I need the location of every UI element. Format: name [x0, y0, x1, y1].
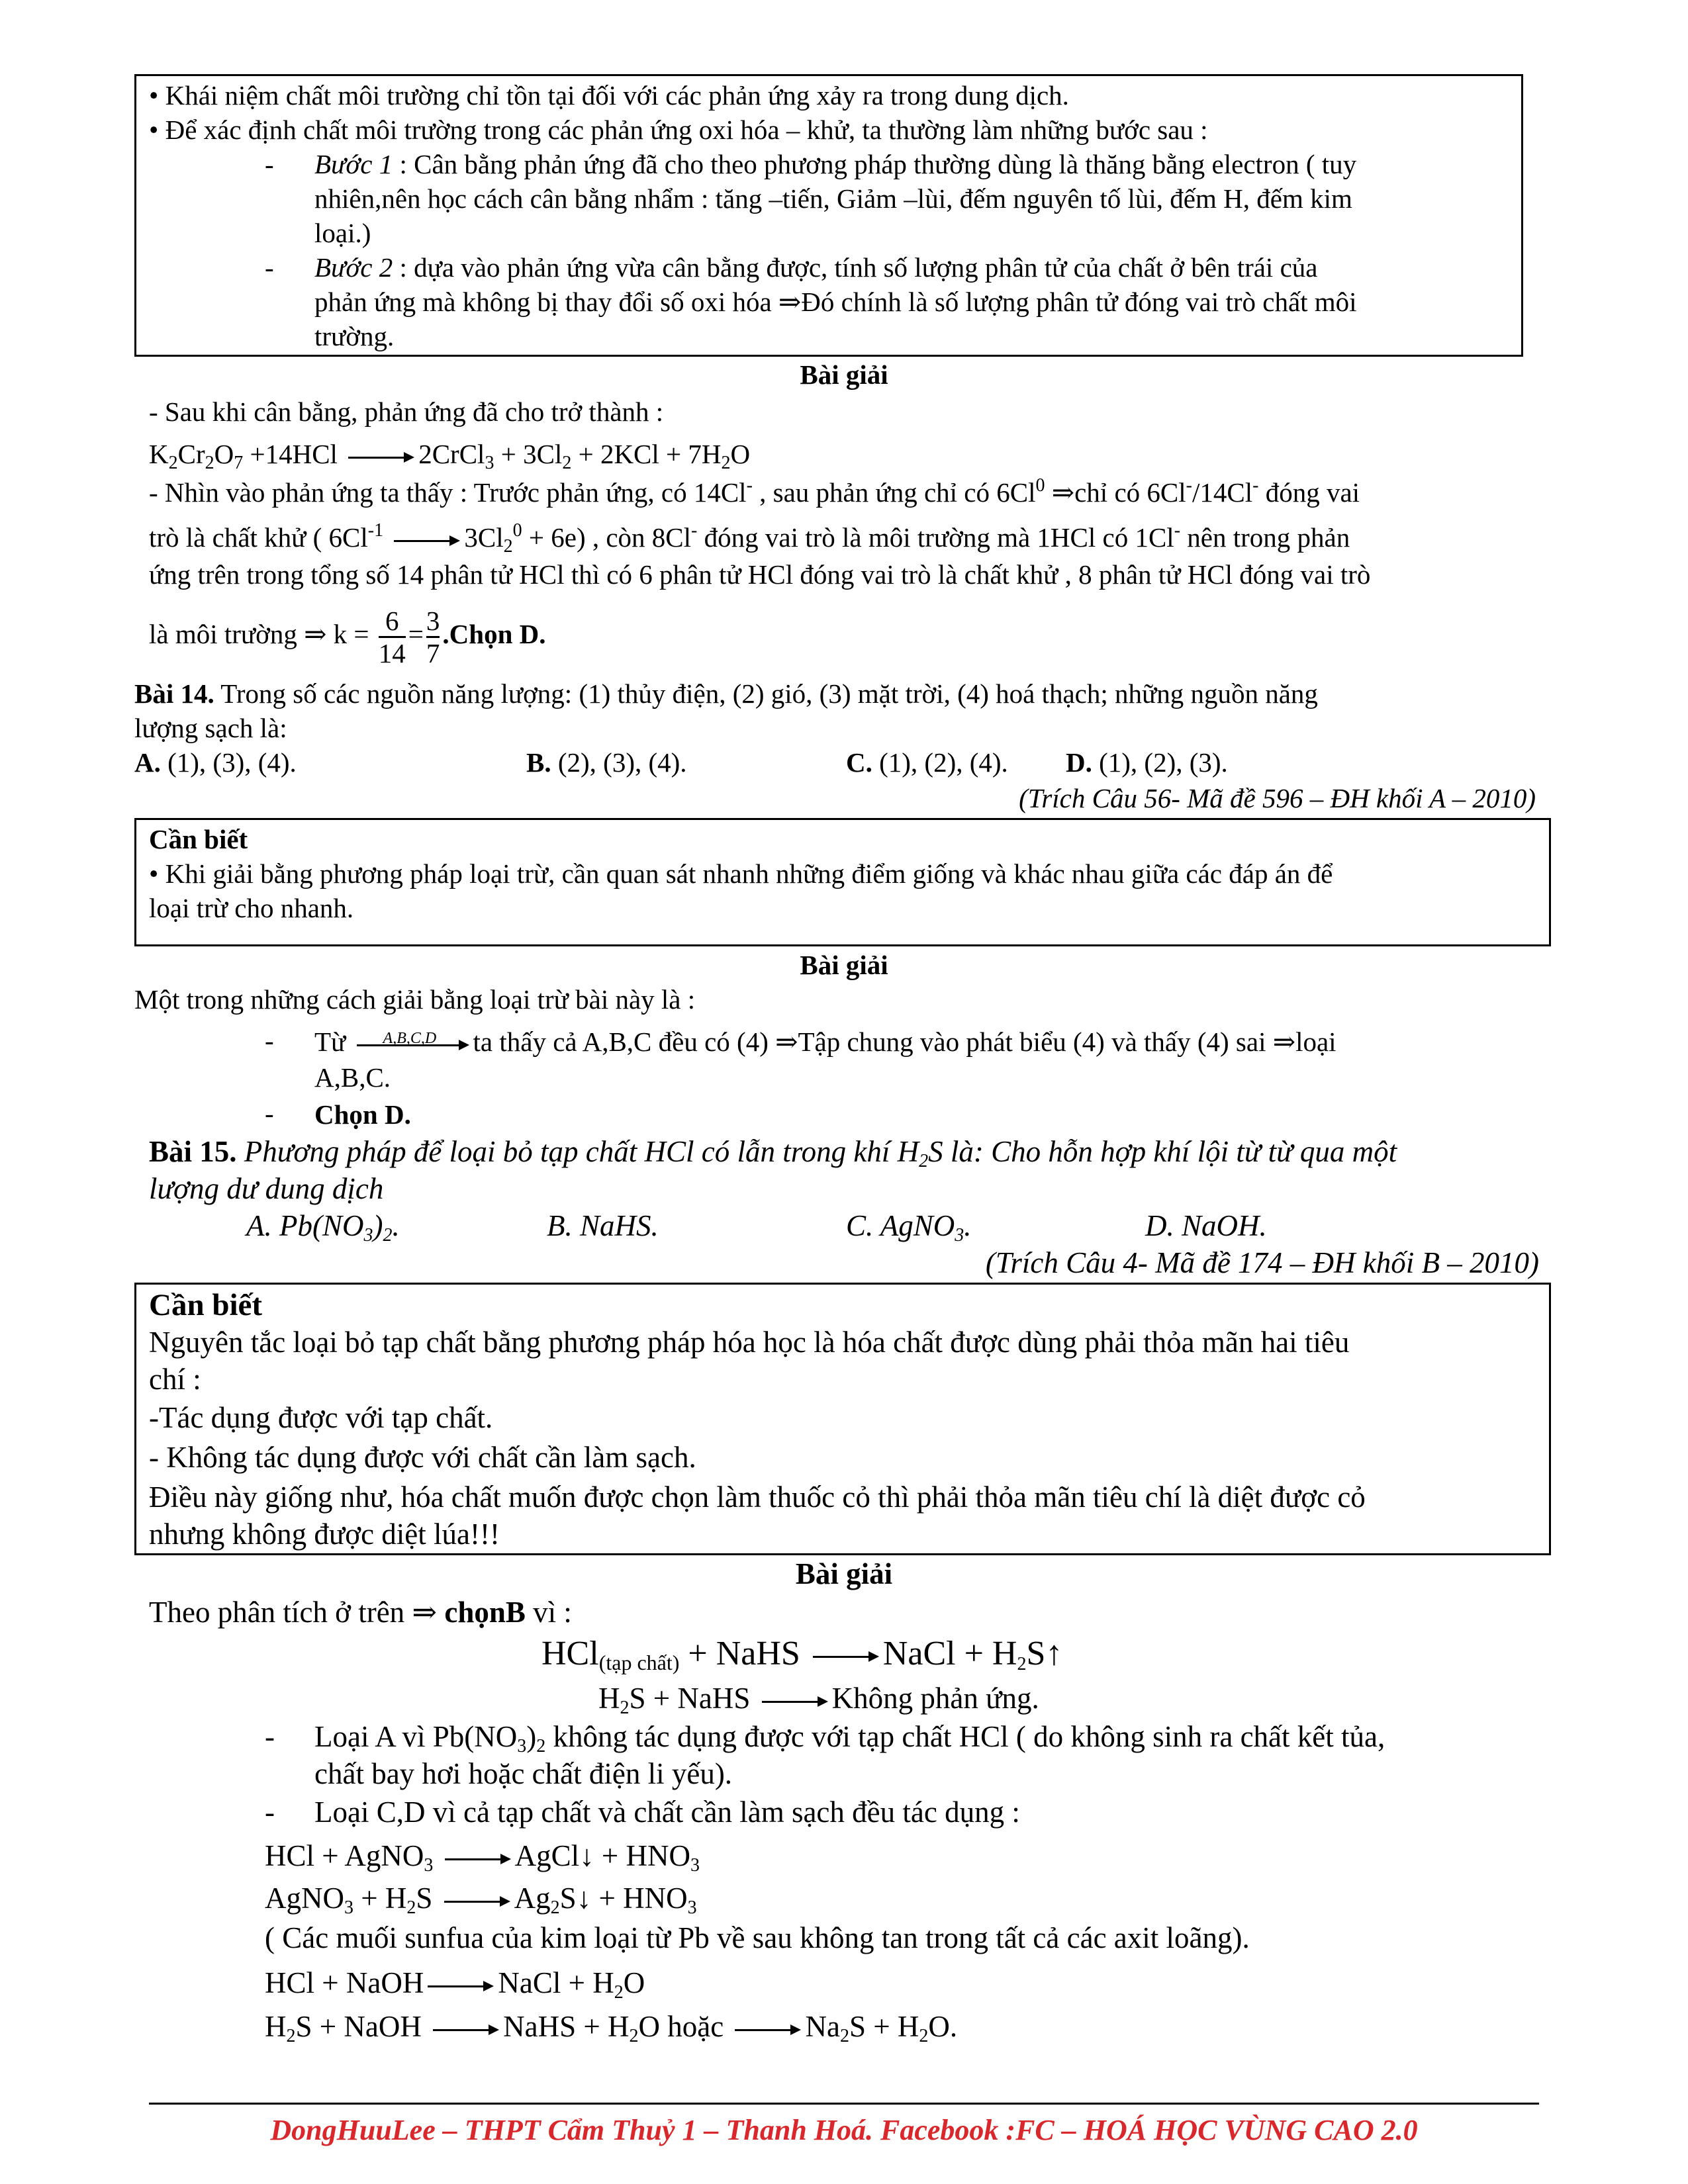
q15-option-d: D. NaOH.: [1145, 1209, 1267, 1242]
sol15-eq-h2s-naoh: $H_2S$ + NaOH NaHS + $H_2O$ hoặc $Na_2S + H_2O$.: [265, 2010, 958, 2046]
q14-option-a: A. (1), (3), (4).: [134, 747, 297, 778]
box1-step2-line-b: phản ứng mà không bị thay đổi số oxi hóa ⇒Đó chính là số lượng phân tử đóng vai trò chất môi: [314, 287, 1357, 317]
q15-option-b: B. NaHS.: [547, 1209, 659, 1242]
box3-line-2: chí :: [149, 1363, 201, 1396]
fraction-6-14: $\frac{6}{14}$: [378, 606, 406, 669]
box1-step2-line-c: trường.: [314, 321, 395, 351]
footer-rule: [149, 2103, 1539, 2105]
sol13-equation: $K_2Cr_2O_7 +14HCl$ 2CrCl$_3$ + $3Cl_2 + 2KCl + 7H_2O$: [149, 439, 751, 473]
sol15-reason-1b: chất bay hơi hoặc chất điện li yếu).: [314, 1757, 733, 1790]
sol15-equation-1: HCl$_{(tạp chất)}$ + NaHS NaCl + $H_2S↑$: [541, 1635, 1063, 1674]
box3-line-3: -Tác dụng được với tạp chất.: [149, 1401, 493, 1434]
q15-line-1: Bài 15. Phương pháp để loại bỏ tạp chất HCl có lẫn trong khí $H_2S$ là: Cho hỗn hợp khí lội từ từ qua một: [149, 1135, 1397, 1171]
solution-title: Bài giải: [800, 359, 888, 390]
box3-line-6: nhưng không được diệt lúa!!!: [149, 1518, 500, 1551]
footer-text: DongHuuLee – THPT Cẩm Thuỷ 1 – Thanh Hoá. Facebook :FC – HOÁ HỌC VÙNG CAO 2.0: [270, 2114, 1418, 2146]
q15-source: (Trích Câu 4- Mã đề 174 – ĐH khối B – 2010): [985, 1246, 1539, 1279]
q15-option-c: C. AgNO$_3$.: [846, 1209, 972, 1246]
q14-option-b: B. (2), (3), (4).: [526, 747, 687, 778]
sol13-line-5: là môi trường ⇒ k = $\frac{6}{14}$ = $\frac{3}{7}$ .Chọn D.: [149, 606, 546, 669]
q14-option-c: C. (1), (2), (4).: [846, 747, 1008, 778]
q15-option-a: A. $Pb(NO_3)_2$.: [246, 1209, 400, 1246]
sol14-line-2: Từ A,B,C,D ta thấy cả A,B,C đều có (4) ⇒Tập chung vào phát biểu (4) và thấy (4) sai ⇒loại: [314, 1026, 1336, 1057]
q14-option-d: D. (1), (2), (3).: [1066, 747, 1228, 778]
sol14-line-3: A,B,C.: [314, 1062, 391, 1093]
sol13-line-2: - Nhìn vào phản ứng ta thấy : Trước phản ứng, có 14Cl- , sau phản ứng chỉ có 6Cl$^0$ ⇒chỉ có 6Cl-/14Cl- đóng vai: [149, 475, 1360, 508]
sol13-line-3: trò là chất khử ( $6Cl^{-1}$ $3Cl_2^0 + 6e$) , còn 8Cl- đóng vai trò là môi trường mà 1HCl có 1Cl- nên trong phản: [149, 520, 1350, 557]
box1-step2-line-a: [314, 250, 1317, 285]
sol15-eq-h2s: AgNO$_3$ + $H_2S$ $Ag_2S↓ + HNO_3$: [265, 1882, 697, 1918]
solution-title: Bài giải: [795, 1557, 893, 1590]
box1-line-1: • Khái niệm chất môi trường chỉ tồn tại đối với các phản ứng xảy ra trong dung dịch.: [149, 80, 1069, 111]
bullet-dash: -: [265, 1098, 274, 1128]
box2-line-1: • Khi giải bằng phương pháp loại trừ, cần quan sát nhanh những điểm giống và khác nhau giữa các đáp án để: [149, 858, 1333, 889]
sol14-line-1: Một trong những cách giải bằng loại trừ bài này là :: [134, 984, 696, 1015]
step1-label: Bước 1: [314, 149, 393, 179]
box1-step1-line-b: nhiên,nên học cách cân bằng nhẩm : tăng –tiến, Giảm –lùi, đếm nguyên tố lùi, đếm H, đếm kim: [314, 183, 1352, 214]
box3-line-5: Điều này giống như, hóa chất muốn được chọn làm thuốc cỏ thì phải thỏa mãn tiêu chí là diệt được cỏ: [149, 1480, 1366, 1514]
box3-line-1: Nguyên tắc loại bỏ tạp chất bằng phương pháp hóa học là hóa chất được dùng phải thỏa mãn hai tiêu: [149, 1326, 1350, 1359]
sol15-reason-1: Loại A vì $Pb(NO_3)_2$ không tác dụng được với tạp chất HCl ( do không sinh ra chất kết tủa,: [314, 1720, 1385, 1756]
sol15-eq-agno3: HCl + AgNO$_3$ AgCl↓ + $HNO_3$: [265, 1839, 700, 1876]
step2-text: : dựa vào phản ứng vừa cân bằng được, tính số lượng phân tử của chất ở bên trái của: [393, 252, 1318, 283]
box1-line-2: • Để xác định chất môi trường trong các phản ứng oxi hóa – khử, ta thường làm những bước sau :: [149, 114, 1208, 145]
sol14-choose: Chọn D.: [314, 1099, 411, 1130]
bullet-dash: -: [265, 1796, 275, 1829]
sol15-note: ( Các muối sunfua của kim loại từ Pb về sau không tan trong tất cả các axit loãng).: [265, 1921, 1250, 1954]
box1-step1-line-a: [314, 147, 1356, 181]
sol15-line-1: Theo phân tích ở trên ⇒ chọnB vì :: [149, 1596, 572, 1629]
box1-step1-line-c: loại.): [314, 218, 371, 248]
bullet-dash: -: [265, 1025, 274, 1056]
bullet-dash: -: [265, 149, 274, 179]
bullet-dash: -: [265, 252, 274, 283]
sol13-line-1: - Sau khi cân bằng, phản ứng đã cho trở thành :: [149, 396, 664, 427]
step2-label: Bước 2: [314, 252, 393, 283]
sol13-line-4: ứng trên trong tổng số 14 phân tử HCl thì có 6 phân tử HCl đóng vai trò là chất khử , 8 phân tử HCl đóng vai trò: [149, 559, 1371, 590]
q14-source: (Trích Câu 56- Mã đề 596 – ĐH khối A – 2010): [1019, 783, 1536, 813]
sol15-eq-naoh: HCl + NaOH NaCl + $H_2O$: [265, 1966, 645, 2003]
q14-line-2: lượng sạch là:: [134, 713, 287, 743]
sol15-reason-2: Loại C,D vì cả tạp chất và chất cần làm sạch đều tác dụng :: [314, 1796, 1020, 1829]
box3-line-4: - Không tác dụng được với chất cần làm sạch.: [149, 1441, 696, 1474]
box3-title: Cần biết: [149, 1288, 263, 1322]
arrow-abcd: A,B,C,D: [357, 1038, 469, 1052]
step1-text: : Cân bằng phản ứng đã cho theo phương pháp thường dùng là thăng bằng electron ( tuy: [393, 149, 1357, 179]
q15-line-2: lượng dư dung dịch: [149, 1172, 384, 1205]
q14-line-1: Bài 14. Trong số các nguồn năng lượng: (1) thủy điện, (2) gió, (3) mặt trời, (4) hoá thạch; những nguồn năng: [134, 678, 1318, 709]
sol15-equation-2: $H_2S$ + NaHS Không phản ứng.: [598, 1682, 1039, 1718]
box2-line-2: loại trừ cho nhanh.: [149, 893, 354, 923]
fraction-3-7: $\frac{3}{7}$: [426, 606, 440, 669]
bullet-dash: -: [265, 1720, 275, 1753]
solution-title: Bài giải: [800, 950, 888, 980]
box2-title: Cần biết: [149, 824, 248, 854]
